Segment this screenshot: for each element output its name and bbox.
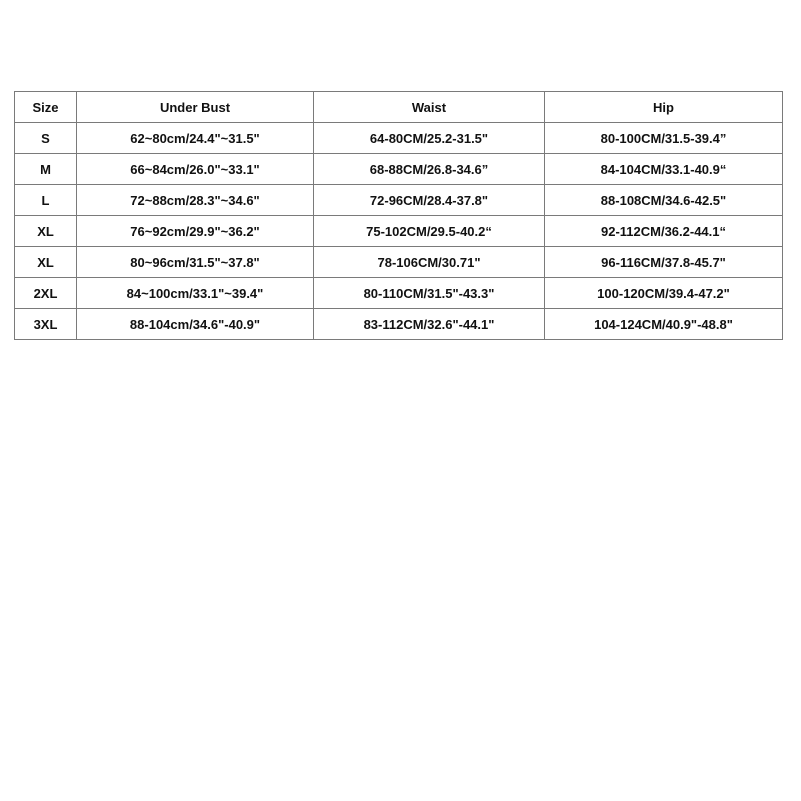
cell-waist: 78-106CM/30.71" xyxy=(314,247,545,278)
cell-under-bust: 88-104cm/34.6"-40.9" xyxy=(77,309,314,340)
cell-waist: 80-110CM/31.5"-43.3" xyxy=(314,278,545,309)
size-chart-table xyxy=(14,91,783,340)
cell-waist: 75-102CM/29.5-40.2“ xyxy=(314,216,545,247)
cell-under-bust: 66~84cm/26.0"~33.1" xyxy=(77,154,314,185)
cell-size: M xyxy=(15,154,77,185)
table-row xyxy=(15,278,783,309)
header-waist: Waist xyxy=(314,92,545,123)
cell-size: XL xyxy=(15,216,77,247)
cell-size: L xyxy=(15,185,77,216)
cell-hip: 100-120CM/39.4-47.2" xyxy=(545,278,783,309)
table-row xyxy=(15,309,783,340)
cell-hip: 80-100CM/31.5-39.4” xyxy=(545,123,783,154)
table-row xyxy=(15,154,783,185)
cell-waist: 68-88CM/26.8-34.6” xyxy=(314,154,545,185)
cell-hip: 88-108CM/34.6-42.5" xyxy=(545,185,783,216)
cell-waist: 72-96CM/28.4-37.8" xyxy=(314,185,545,216)
header-under-bust: Under Bust xyxy=(77,92,314,123)
cell-size: 2XL xyxy=(15,278,77,309)
cell-under-bust: 72~88cm/28.3"~34.6" xyxy=(77,185,314,216)
table-header-row xyxy=(15,92,783,123)
table-row xyxy=(15,185,783,216)
cell-under-bust: 84~100cm/33.1"~39.4" xyxy=(77,278,314,309)
table-row xyxy=(15,247,783,278)
cell-waist: 64-80CM/25.2-31.5" xyxy=(314,123,545,154)
cell-hip: 92-112CM/36.2-44.1“ xyxy=(545,216,783,247)
header-size: Size xyxy=(15,92,77,123)
table-row xyxy=(15,216,783,247)
cell-size: S xyxy=(15,123,77,154)
cell-waist: 83-112CM/32.6"-44.1" xyxy=(314,309,545,340)
cell-hip: 104-124CM/40.9"-48.8" xyxy=(545,309,783,340)
cell-hip: 96-116CM/37.8-45.7" xyxy=(545,247,783,278)
cell-size: 3XL xyxy=(15,309,77,340)
table-row xyxy=(15,123,783,154)
cell-under-bust: 62~80cm/24.4"~31.5" xyxy=(77,123,314,154)
cell-under-bust: 80~96cm/31.5"~37.8" xyxy=(77,247,314,278)
cell-under-bust: 76~92cm/29.9"~36.2" xyxy=(77,216,314,247)
header-hip: Hip xyxy=(545,92,783,123)
cell-size: XL xyxy=(15,247,77,278)
cell-hip: 84-104CM/33.1-40.9“ xyxy=(545,154,783,185)
